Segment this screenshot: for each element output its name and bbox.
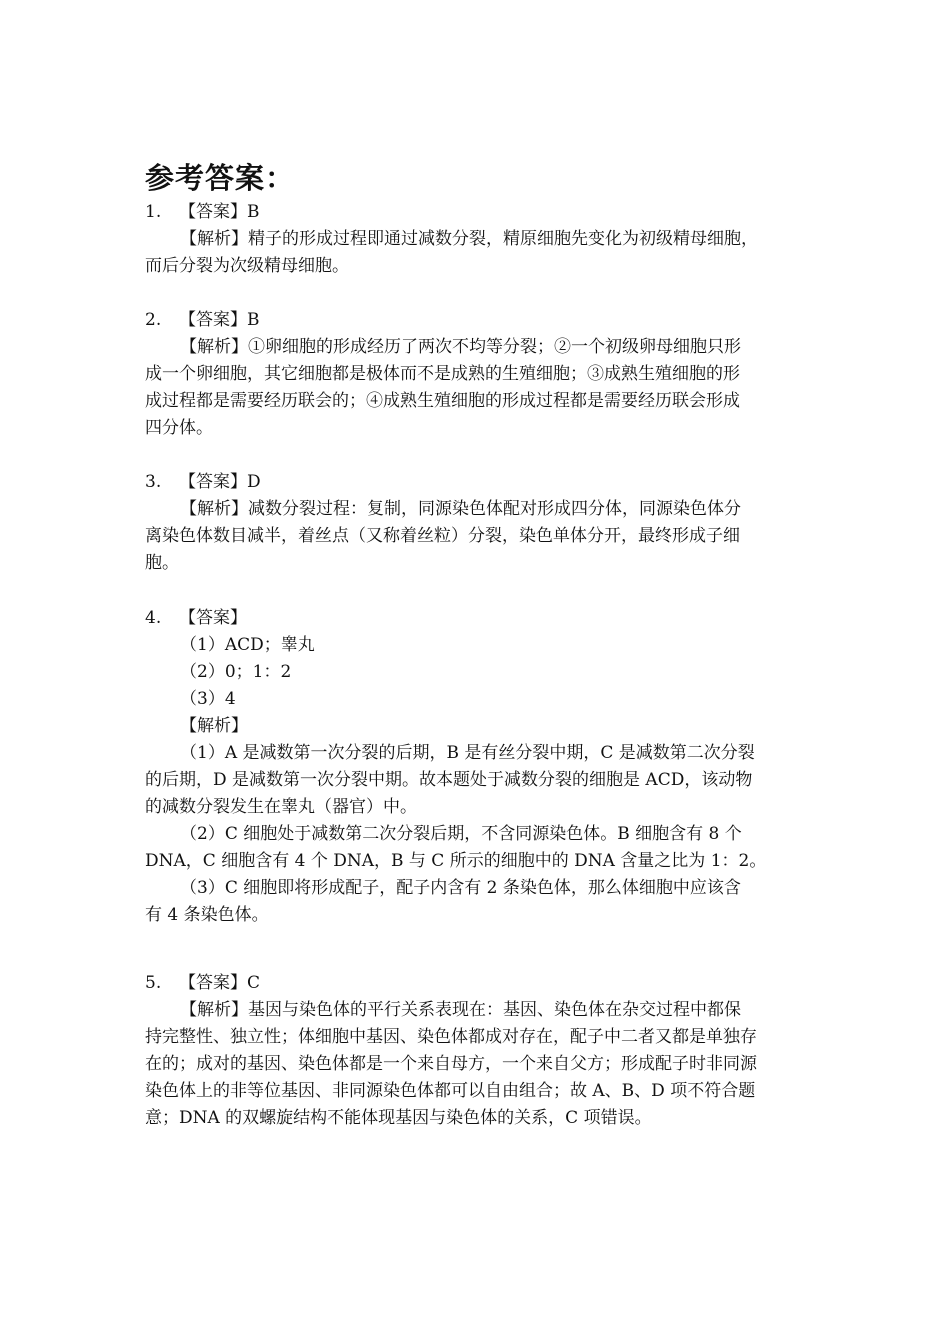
explanation-line: 【解析】精子的形成过程即通过减数分裂，精原细胞先变化为初级精母细胞， <box>180 229 758 249</box>
answer-block-5 <box>145 970 810 1132</box>
answer-block-4 <box>145 605 810 929</box>
explanation-line: 【解析】基因与染色体的平行关系表现在：基因、染色体在杂交过程中都保 <box>180 1000 741 1020</box>
explanation-line: （1）A 是减数第一次分裂的后期，B 是有丝分裂中期，C 是减数第二次分裂 <box>180 743 755 763</box>
explanation-line: 持完整性、独立性；体细胞中基因、染色体都成对存在，配子中二者又都是单独存 <box>145 1027 757 1047</box>
question-number: 4. <box>145 608 162 628</box>
explanation-label: 【解析】 <box>180 716 248 736</box>
explanation-line: 【解析】①卵细胞的形成经历了两次不均等分裂；②一个初级卵母细胞只形 <box>180 337 741 357</box>
question-number: 3. <box>145 472 162 492</box>
explanation-line: 的减数分裂发生在睾丸（器官）中。 <box>145 797 417 817</box>
explanation-line: DNA，C 细胞含有 4 个 DNA，B 与 C 所示的细胞中的 DNA 含量之比为 1：2。 <box>145 851 767 871</box>
sub-answer-line: （3）4 <box>180 689 236 709</box>
explanation-line: 离染色体数目减半，着丝点（又称着丝粒）分裂，染色单体分开，最终形成子细 <box>145 526 740 546</box>
explanation-line: （2）C 细胞处于减数第二次分裂后期，不含同源染色体。B 细胞含有 8 个 <box>180 824 742 844</box>
explanation-line: 在的；成对的基因、染色体都是一个来自母方，一个来自父方；形成配子时非同源 <box>145 1054 757 1074</box>
explanation-line: 四分体。 <box>145 418 213 438</box>
sub-answer-line: （2）0；1：2 <box>180 662 292 682</box>
question-number: 1. <box>145 202 162 222</box>
question-number: 2. <box>145 310 162 330</box>
explanation-line: 而后分裂为次级精母细胞。 <box>145 256 349 276</box>
answer-block-1 <box>145 199 810 280</box>
explanation-line: 成过程都是需要经历联会的；④成熟生殖细胞的形成过程都是需要经历联会形成 <box>145 391 740 411</box>
explanation-line: 意；DNA 的双螺旋结构不能体现基因与染色体的关系，C 项错误。 <box>145 1108 652 1128</box>
explanation-line: 染色体上的非等位基因、非同源染色体都可以自由组合；故 A、B、D 项不符合题 <box>145 1081 756 1101</box>
answer-block-2 <box>145 307 810 442</box>
explanation-line: 胞。 <box>145 553 179 573</box>
sub-answer-line: （1）ACD；睾丸 <box>180 635 315 655</box>
explanation-line: 有 4 条染色体。 <box>145 905 269 925</box>
page-title: 参考答案： <box>145 161 296 195</box>
explanation-line: 【解析】减数分裂过程：复制，同源染色体配对形成四分体，同源染色体分 <box>180 499 741 519</box>
answer-label: 【答案】B <box>179 202 260 222</box>
answer-label: 【答案】D <box>179 472 261 492</box>
answer-block-3 <box>145 469 810 577</box>
answer-label: 【答案】 <box>179 608 247 628</box>
question-number: 5. <box>145 973 162 993</box>
explanation-line: （3）C 细胞即将形成配子，配子内含有 2 条染色体，那么体细胞中应该含 <box>180 878 741 898</box>
answer-label: 【答案】B <box>179 310 260 330</box>
explanation-line: 的后期，D 是减数第一次分裂中期。故本题处于减数分裂的细胞是 ACD，该动物 <box>145 770 753 790</box>
answer-label: 【答案】C <box>179 973 261 993</box>
explanation-line: 成一个卵细胞，其它细胞都是极体而不是成熟的生殖细胞；③成熟生殖细胞的形 <box>145 364 740 384</box>
